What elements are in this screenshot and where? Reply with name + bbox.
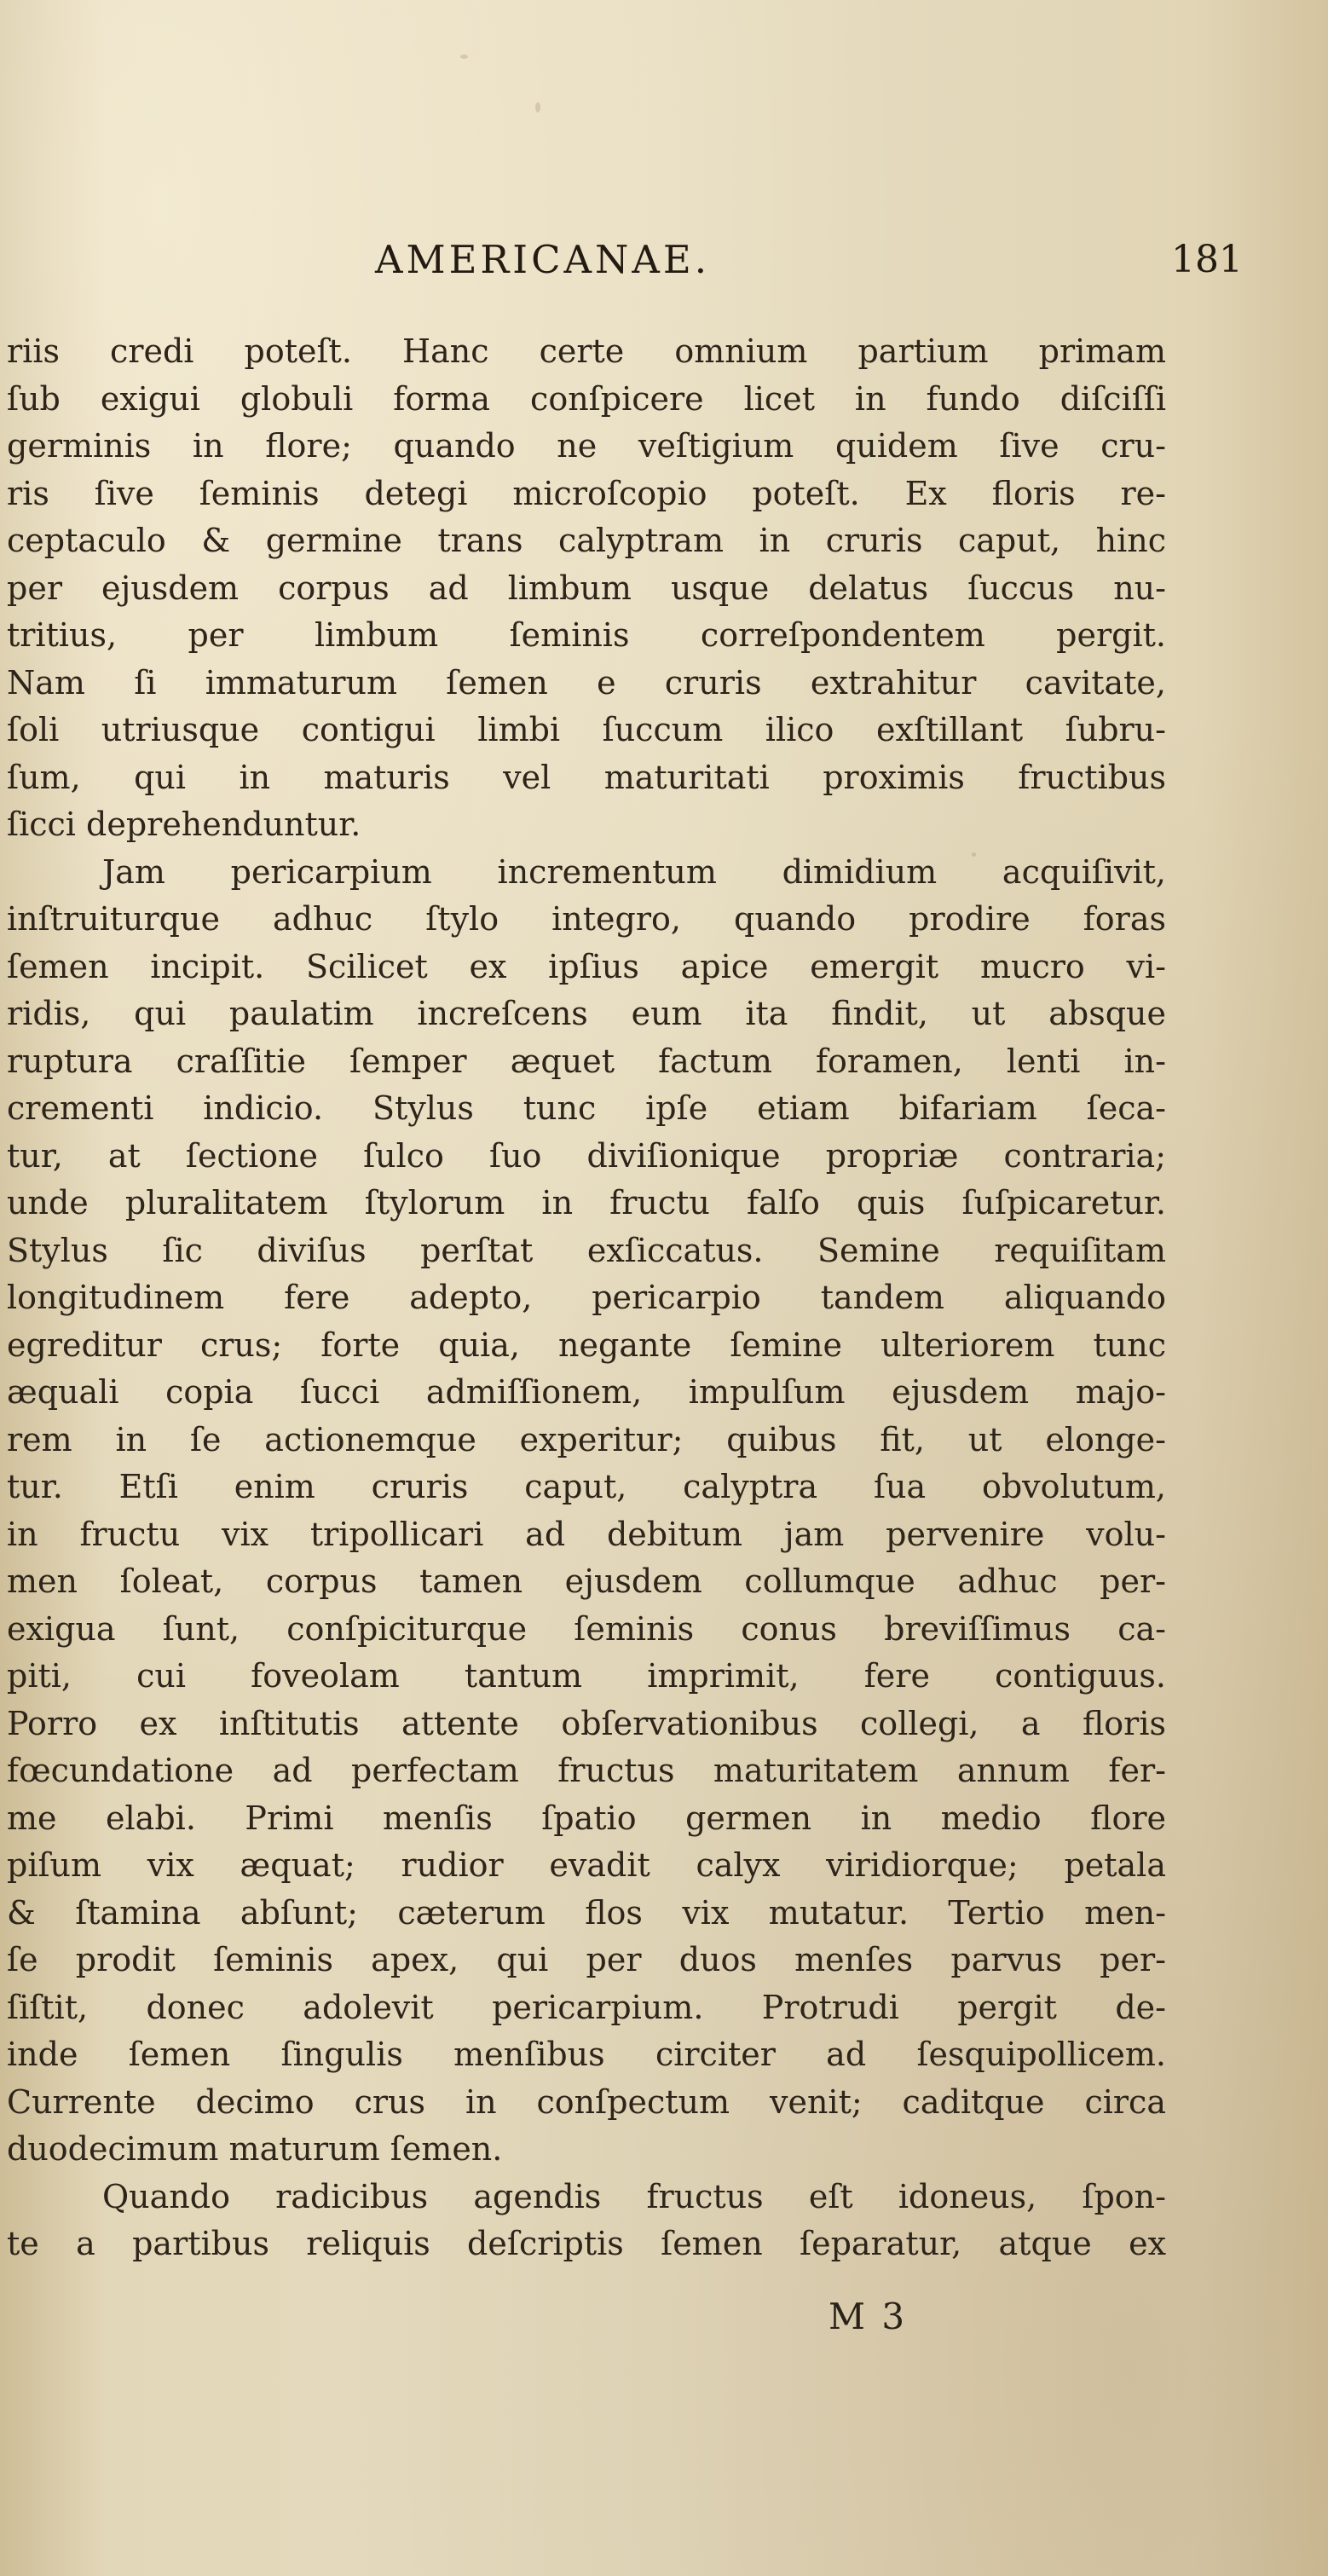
- page-number: 181: [1171, 238, 1243, 281]
- text-line: me elabi. Primi menſis ſpatio germen in medio flore: [7, 1799, 1166, 1837]
- text-line: Jam pericarpium incrementum dimidium acquiſivit,: [102, 852, 1166, 891]
- text-line: piti, cui foveolam tantum imprimit, fere contiguus.: [7, 1657, 1166, 1695]
- text-line: tur, at ſectione ſulco ſuo diviſionique propriæ contraria;: [7, 1136, 1166, 1175]
- page-header: [0, 234, 1328, 286]
- text-line: ſe prodit ſeminis apex, qui per duos menſes parvus per-: [7, 1941, 1166, 1978]
- text-line: æquali copia ſucci admiſſionem, impulſum ejusdem majo-: [7, 1373, 1166, 1411]
- text-line: unde pluralitatem ſtylorum in fructu falſo quis ſuſpicaretur.: [7, 1184, 1166, 1222]
- text-line: in fructu vix tripollicari ad debitum jam pervenire volu-: [7, 1515, 1166, 1553]
- text-line: te a partibus reliquis deſcriptis ſemen ſeparatur, atque ex: [7, 2225, 1166, 2262]
- text-line: ris ſive ſeminis detegi microſcopio poteſt. Ex floris re-: [7, 474, 1166, 512]
- text-line: & ſtamina abſunt; cæterum flos vix mutatur. Tertio men-: [7, 1893, 1166, 1932]
- text-line: ſemen incipit. Scilicet ex ipſius apice emergit mucro vi-: [7, 947, 1166, 985]
- text-line: Stylus ſic diviſus perſtat exſiccatus. Semine requiſitam: [7, 1231, 1166, 1269]
- text-line: men ſoleat, corpus tamen ejusdem collumque adhuc per-: [7, 1562, 1166, 1600]
- text-line: ſum, qui in maturis vel maturitati proximis fructibus: [7, 758, 1166, 796]
- text-line: Currente decimo crus in conſpectum venit; caditque circa: [7, 2082, 1166, 2121]
- text-line: tritius, per limbum ſeminis correſpondentem pergit.: [7, 616, 1166, 654]
- text-line: Quando radicibus agendis fructus eſt idoneus, ſpon-: [102, 2177, 1166, 2215]
- text-line: longitudinem fere adepto, pericarpio tandem aliquando: [7, 1279, 1166, 1316]
- text-line: rem in ſe actionemque experitur; quibus fit, ut elonge-: [7, 1420, 1166, 1458]
- text-line: piſum vix æquat; rudior evadit calyx viridiorque; petala: [7, 1846, 1166, 1884]
- text-line: duodecimum maturum ſemen.: [7, 2130, 503, 2168]
- foxing-spot: [535, 102, 540, 113]
- running-title: AMERICANAE.: [375, 237, 711, 282]
- text-line: ceptaculo & germine trans calyptram in cruris caput, hinc: [7, 522, 1166, 559]
- foxing-spot: [460, 55, 468, 59]
- text-line: ſicci deprehenduntur.: [7, 806, 361, 843]
- text-line: Nam ſi immaturum ſemen e cruris extrahitur cavitate,: [7, 663, 1166, 702]
- text-line: inde ſemen ſingulis menſibus circiter ad ſesquipollicem.: [7, 2036, 1166, 2073]
- text-line: riis credi poteſt. Hanc certe omnium partium primam: [7, 332, 1166, 370]
- text-line: fœcundatione ad perfectam fructus maturitatem annum fer-: [7, 1752, 1166, 1789]
- body-text: [7, 328, 1166, 2268]
- text-line: germinis in flore; quando ne veſtigium quidem ſive cru-: [7, 427, 1166, 465]
- text-line: Porro ex inſtitutis attente obſervationibus collegi, a floris: [7, 1704, 1166, 1742]
- text-line: inſtruiturque adhuc ſtylo integro, quando prodire foras: [7, 900, 1166, 938]
- text-line: ſiſtit, donec adolevit pericarpium. Protrudi pergit de-: [7, 1988, 1166, 2026]
- text-line: ruptura craſſitie ſemper æquet factum foramen, lenti in-: [7, 1042, 1166, 1080]
- text-line: ſub exigui globuli forma conſpicere licet in fundo diſciſſi: [7, 379, 1166, 418]
- text-line: tur. Etſi enim cruris caput, calyptra ſua obvolutum,: [7, 1468, 1166, 1505]
- text-line: exigua ſunt, conſpiciturque ſeminis conus breviſſimus ca-: [7, 1609, 1166, 1648]
- text-line: per ejusdem corpus ad limbum usque delatus ſuccus nu-: [7, 569, 1166, 607]
- text-line: ridis, qui paulatim increſcens eum ita findit, ut absque: [7, 995, 1166, 1032]
- signature-mark: M 3: [829, 2296, 908, 2337]
- text-line: ſoli utriusque contigui limbi ſuccum ilico exſtillant ſubru-: [7, 711, 1166, 748]
- text-line: crementi indicio. Stylus tunc ipſe etiam bifariam ſeca-: [7, 1089, 1166, 1127]
- text-line: egreditur crus; forte quia, negante ſemine ulteriorem tunc: [7, 1326, 1166, 1364]
